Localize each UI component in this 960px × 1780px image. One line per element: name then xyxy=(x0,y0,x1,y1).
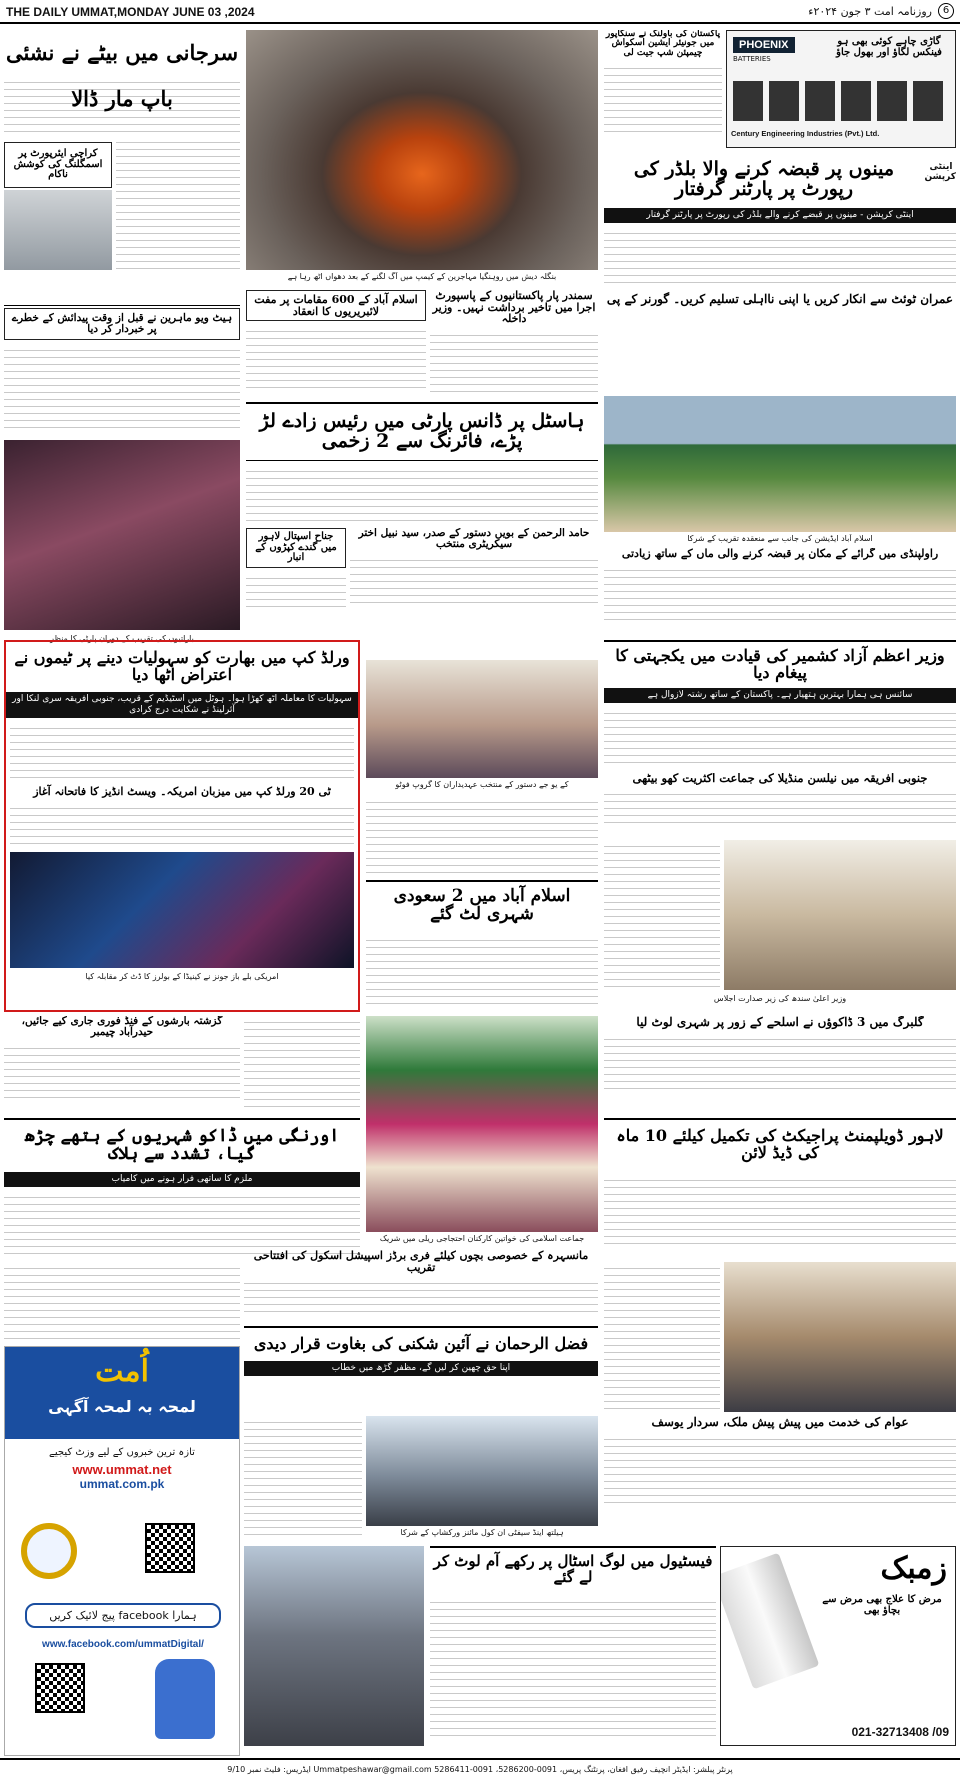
story-hamid xyxy=(350,528,598,628)
story-fazl xyxy=(244,1326,598,1414)
zambak-brand: زمبک xyxy=(880,1551,947,1586)
ummat-site2[interactable]: ummat.com.pk xyxy=(79,1477,165,1491)
story-lahore-project xyxy=(604,1118,956,1258)
headline-south-africa: جنوبی افریقہ میں نیلسن منڈیلا کی جماعت اکثریت کھو بیٹھی xyxy=(632,772,928,785)
caption-flag-rally: اسلام آباد ایڈیشن کی جانب سے منعقدہ تقریب کے شرکا xyxy=(687,534,873,543)
story-azad-kashmir-body xyxy=(604,707,956,767)
masthead-left-title: THE DAILY UMMAT,MONDAY JUNE 03 ,2024 xyxy=(6,5,255,19)
story-party-body xyxy=(246,465,598,522)
footer xyxy=(0,1758,960,1780)
story-left-lower xyxy=(4,1262,240,1342)
caption-cricket: امریکی بلے باز جونز نے کینیڈا کے بولرز کا ڈٹ کر مقابلہ کیا xyxy=(85,971,279,981)
story-jinnah xyxy=(246,528,346,628)
story-world-cup xyxy=(4,640,360,1012)
zambak-tagline: مرض کا علاج بھی مرض سے بچاؤ بھی xyxy=(822,1594,942,1616)
ummat-banner xyxy=(5,1347,239,1439)
headline-t20: ٹی 20 ورلڈ کپ میں میزبان امریکہ۔ ویسٹ انڈیز کا فاتحانہ آغاز xyxy=(33,785,331,799)
story-mansehra-body xyxy=(244,1277,598,1317)
story-builder-body xyxy=(604,227,956,287)
story-passports xyxy=(430,290,598,400)
headline-lahore-project: لاہور ڈویلپمنٹ پراجیکٹ کی تکمیل کیلئے 10 ماہ کی ڈیڈ لائن xyxy=(604,1118,956,1170)
headline-passports: سمندر پار پاکستانیوں کے پاسپورٹ اجرا میں تاخیر برداشت نہیں۔ وزیر داخلہ xyxy=(432,290,596,326)
ummat-fb-label[interactable]: ہمارا facebook پیج لائیک کریں xyxy=(25,1603,221,1628)
story-sindh xyxy=(4,30,240,270)
battery-images xyxy=(733,81,949,121)
phoenix-urdu: گاڑی چاہے کوئی بھی ہو فینکس لگاؤ اور بھول جاؤ xyxy=(836,36,942,58)
sub-azad-kashmir: سائنس ہی ہمارا بہترین ہتھیار ہے۔ پاکستان کے ساتھ رشتہ لازوال ہے xyxy=(604,688,956,703)
headline-rawalpindi: راولپنڈی میں گرائے کے مکان پر قبضہ کرنے والی ماں کے ساتھ زیادتی xyxy=(621,548,939,560)
ad-zambak[interactable] xyxy=(720,1546,956,1746)
caption-meeting-room: وزیر اعلیٰ سندھ کی زیر صدارت اجلاس xyxy=(713,994,847,1003)
photo-crowd xyxy=(244,1546,424,1746)
story-islamabad-saudis xyxy=(366,880,598,1010)
divider xyxy=(4,305,240,306)
zambak-tube-icon xyxy=(720,1553,819,1690)
photo-coal-workshop xyxy=(366,1416,598,1526)
headline-builder-arrest: مینوں پر قبضہ کرنے والا بلڈر کی رپورٹ پر پارٹنر گرفتار xyxy=(633,158,895,200)
sub-orangi: ملزم کا ساتھی فرار ہونے میں کامیاب xyxy=(4,1172,360,1187)
photo-camp-fire xyxy=(246,30,598,270)
story-builder-arrest xyxy=(604,154,956,334)
story-heatwave-body xyxy=(4,344,240,434)
story-squash xyxy=(604,30,722,148)
qr-code-icon-2[interactable] xyxy=(35,1663,85,1713)
story-libraries xyxy=(246,290,426,400)
caption-camp-fire: بنگلہ دیش میں روہنگیا مہاجرین کے کیمپ میں آگ لگنے کے بعد دھواں اٹھ رہا ہے xyxy=(287,272,557,281)
headline-libraries: اسلام آباد کے 600 مقامات پر مفت لائبریریوں کا انعقاد xyxy=(246,290,426,321)
headline-mango-festival: فیسٹیول میں لوگ اسٹال پر رکھے آم لوٹ کر لے گئے xyxy=(430,1546,716,1592)
story-meeting-side xyxy=(604,840,720,990)
story-peshawar-body xyxy=(604,1433,956,1507)
story-world-cup-body xyxy=(10,722,354,782)
phoenix-logo: PHOENIX xyxy=(733,37,795,53)
masthead-date: روزنامہ امت ۳ جون ۲۰۲۴ء xyxy=(808,5,932,18)
story-libraries-body xyxy=(246,325,426,389)
headline-party-fight: ہاسٹل پر ڈانس پارٹی میں رئیس زادے لڑ پڑے، فائرنگ سے 2 زخمی xyxy=(246,402,598,461)
story-mid-lower xyxy=(244,1416,362,1540)
story-mid-col xyxy=(244,1016,360,1112)
ummat-visit: تازہ ترین خبروں کے لیے وزٹ کیجیے xyxy=(49,1447,195,1458)
headline-sarjani: سرجانی میں بیٹے نے نشئی باپ مار ڈالا xyxy=(5,40,239,111)
ummat-fb-url[interactable]: www.facebook.com/ummatDigital/ xyxy=(42,1639,204,1650)
story-mango-festival xyxy=(430,1546,716,1746)
photo-journalists xyxy=(366,660,598,778)
footer-text: پرنٹر پبلشر: ایڈیٹر انچیف رفیق افغان، پرنٹنگ پریس، 0091-5286200، 0091-5286411 Ummatpeshawar@gmail.com ایڈریس: فلیٹ نمبر 9/10 xyxy=(227,1765,733,1774)
headline-squash: پاکستان کی باولنگ نے سنگاپور میں جونیئر ایشین اسکواش چیمپئن شپ جیت لی xyxy=(605,30,721,58)
headline-heatwave: ہیٹ ویو ماہرین نے قبل از وقت پیدائش کے خطرے پر خبردار کر دیا xyxy=(4,308,240,340)
caption-dance-party: باراتیوں کی تقریب کے دوران پارٹی کا منظر xyxy=(50,634,194,643)
sub-fazl: اپنا حق چھین کر لیں گے، مظفر گڑھ میں خطاب xyxy=(244,1361,598,1376)
story-orangi xyxy=(4,1118,360,1258)
story-flood-rains xyxy=(4,1016,240,1112)
story-gulberg-body xyxy=(604,1033,956,1093)
phoenix-tagline: BATTERIES xyxy=(733,55,771,63)
story-lahore-body xyxy=(604,1174,956,1250)
story-heatwave xyxy=(4,308,240,438)
caption-coal-workshop: ہیلتھ اینڈ سیفٹی ان کول مائنز ورکشاپ کے شرکا xyxy=(400,1528,564,1537)
story-mansehra xyxy=(244,1250,598,1322)
story-journalists-body xyxy=(366,796,598,876)
zambak-phone: 021-32713408 /09 xyxy=(851,1725,949,1739)
qr-code-icon[interactable] xyxy=(145,1523,195,1573)
headline-orangi: اورنگی میں ڈاکو شہریوں کے ہتھے چڑھ گیا، تشدد سے ہلاک xyxy=(4,1118,360,1172)
ad-phoenix[interactable] xyxy=(726,30,956,148)
photo-cricket xyxy=(10,852,354,968)
ad-ummat[interactable] xyxy=(4,1346,240,1756)
headline-islamabad-saudis: اسلام آباد میں 2 سعودی شہری لٹ گئے xyxy=(366,880,598,930)
thumbs-up-icon[interactable] xyxy=(155,1659,215,1739)
story-mango-body xyxy=(430,1596,716,1736)
story-gulberg xyxy=(604,1016,956,1112)
story-flood-body xyxy=(4,1042,240,1098)
caption-journalists: کے یو جے دستور کے منتخب عہدیداران کا گروپ فوٹو xyxy=(395,780,569,789)
photo-meeting-room xyxy=(724,840,956,990)
story-sindh-sub: کراچی ایئرپورٹ پر اسمگلنگ کی کوشش ناکام xyxy=(4,142,112,188)
sub-builder-arrest: اینٹی کرپشن - مینوں پر قبضے کرنے والے بلڈر کی رپورٹ پر پارٹنر گرفتار xyxy=(604,208,956,223)
headline-jinnah: جناح اسپتال لاہور میں گندے کپڑوں کے انبار xyxy=(246,528,346,568)
story-t20-body xyxy=(10,802,354,848)
headline-flood-rains: گزشتہ بارشوں کے فنڈ فوری جاری کیے جائیں، حیدرآباد چیمبر xyxy=(21,1016,223,1039)
story-party-fight xyxy=(246,402,598,522)
headline-hamid: حامد الرحمن کے بویں دستور کے صدر، سید نبیل اختر سیکریٹری منتخب xyxy=(358,528,590,551)
story-hamid-body xyxy=(350,554,598,608)
photo-dance-party xyxy=(4,440,240,630)
ummat-slogan: لمحہ بہ لمحہ آگہی xyxy=(48,1397,196,1416)
story-rawalpindi-body xyxy=(604,564,956,620)
ummat-logo: اُمت xyxy=(95,1354,149,1389)
story-south-africa-body xyxy=(604,788,956,828)
story-right-lower xyxy=(604,1262,720,1412)
story-islamabad-body xyxy=(366,934,598,1008)
headline-mansehra: مانسہرہ کے خصوصی بچوں کیلئے فری برڈز اسپیشل اسکول کی افتتاحی تقریب xyxy=(253,1250,589,1274)
story-rawalpindi xyxy=(604,548,956,628)
masthead xyxy=(0,0,960,24)
story-squash-body xyxy=(604,62,722,132)
ummat-site1[interactable]: www.ummat.net xyxy=(72,1462,172,1477)
story-south-africa xyxy=(604,772,956,836)
headline-peshawar: عوام کی خدمت میں پیش پیش ملک، سردار یوسف xyxy=(651,1416,909,1429)
story-passports-body xyxy=(430,329,598,395)
magnifier-icon xyxy=(21,1523,77,1579)
headline-fazl: فضل الرحمان نے آئین شکنی کی بغاوت قرار دیدی xyxy=(244,1326,598,1361)
headline-azad-kashmir: وزیر اعظم آزاد کشمیر کی قیادت میں یکجہتی کا پیغام دیا xyxy=(604,640,956,688)
story-peshawar xyxy=(604,1416,956,1526)
kicker-anti-corruption: اینٹی کرپشن xyxy=(924,162,956,182)
headline-imran: عمران ٹوئٹ سے انکار کریں یا اپنی نااہلی تسلیم کریں۔ گورنر کے پی xyxy=(606,292,954,307)
phoenix-company: Century Engineering Industries (Pvt.) Ltd. xyxy=(731,129,880,138)
page-number: 6 xyxy=(938,3,954,19)
sub-world-cup: سہولیات کا معاملہ اٹھ کھڑا ہوا۔ ہوٹل میں اسٹیڈیم کے قریب، جنوبی افریقہ سری لنکا اور آئرلینڈ نے شکایت درج کرادی xyxy=(6,692,358,719)
photo-women-rally xyxy=(366,1016,598,1232)
story-sindh-col xyxy=(116,136,240,270)
story-orangi-body xyxy=(4,1191,360,1255)
story-jinnah-body xyxy=(246,572,346,612)
headline-gulberg: گلبرگ میں 3 ڈاکوؤں نے اسلحے کے زور پر شہری لوٹ لیا xyxy=(636,1016,924,1029)
caption-women-rally: جماعت اسلامی کی خواتین کارکنان احتجاجی ریلی میں شریک xyxy=(379,1234,585,1243)
photo-conference xyxy=(724,1262,956,1412)
photo-two-officials xyxy=(4,190,112,270)
story-azad-kashmir xyxy=(604,640,956,770)
photo-flag-rally xyxy=(604,396,956,532)
headline-world-cup: ورلڈ کپ میں بھارت کو سہولیات دینے پر ٹیموں نے اعتراض اٹھا دیا xyxy=(14,648,350,684)
